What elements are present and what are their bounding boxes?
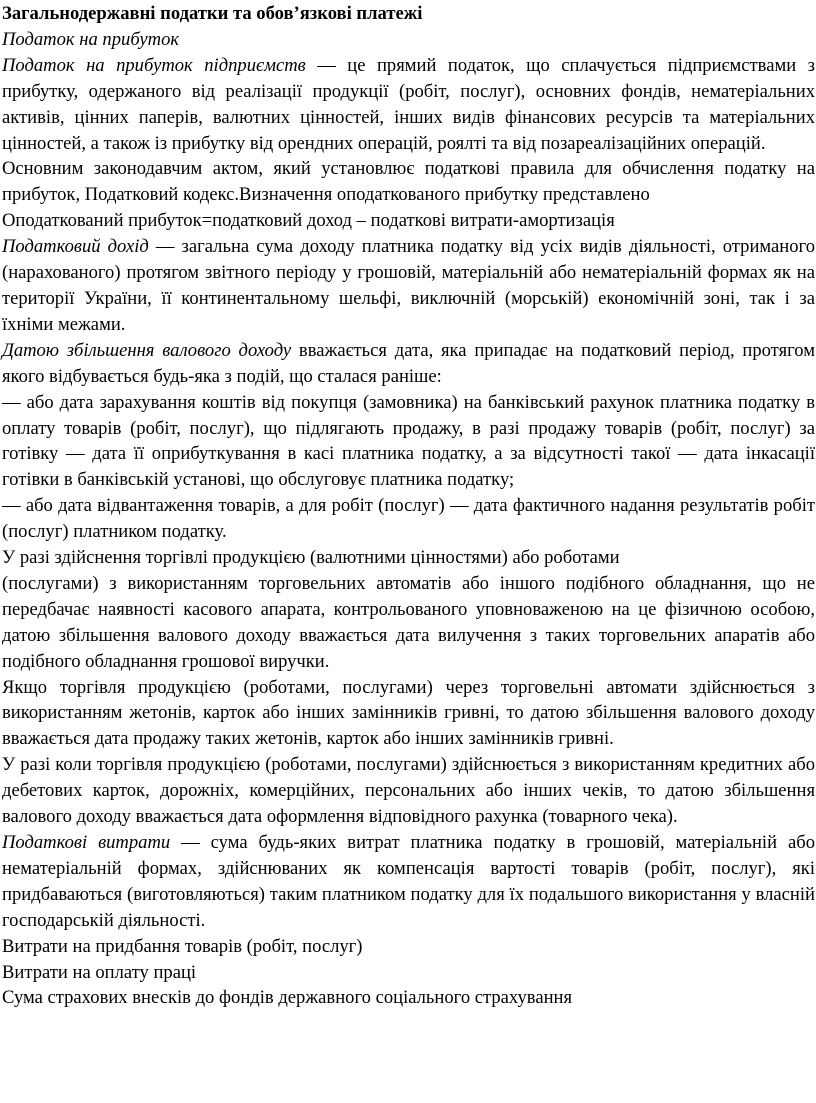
paragraph-option-shipment-date: — або дата відвантаження товарів, а для робіт (послуг) — дата фактичного надання результатів робіт (послуг) платником податку. bbox=[2, 495, 815, 543]
profit-tax-definition-text: — це прямий податок, що сплачується підприємствами з прибутку, одержаного від реалізації продукції (робіт, послуг), основних фондів, нематеріальних активів, цінних паперів, валютних цінностей, інших видів фінансових ресурсів та матеріальних цінностей, а також із прибутку від орендних операцій, роялті та від позареалізаційних операцій. bbox=[2, 54, 815, 154]
paragraph-tax-income bbox=[2, 234, 815, 338]
paragraph-vending-intro: У разі здійснення торгівлі продукцією (валютними цінностями) або роботами bbox=[2, 547, 620, 569]
paragraph-tax-expenses bbox=[2, 830, 815, 934]
paragraph-gross-income-date bbox=[2, 338, 815, 390]
paragraph-legislation: Основним законодавчим актом, який установлює податкові правила для обчислення податку на прибуток, Податковий кодекс.Визначення оподаткованого прибутку представлено bbox=[2, 158, 815, 206]
paragraph-vending-text: (послугами) з використанням торговельних автоматів або іншого подібного обладнання, що не передбачає наявності касового апарата, контрольованого уповноваженою на це фізичною особою, датою збільшення валового доходу вважається дата вилучення з таких торговельних апаратів або подібного обладнання грошової виручки. bbox=[2, 572, 815, 672]
paragraph-tokens: Якщо торгівля продукцією (роботами, послугами) через торговельні автомати здійснюється з використанням жетонів, карток або інших замінників гривні, то датою збільшення валового доходу вважається дата продажу таких жетонів, карток або інших замінників гривні. bbox=[2, 676, 815, 750]
list-item-labor-expenses: Витрати на оплату праці bbox=[2, 961, 197, 983]
gross-income-date-text: вважається дата, яка припадає на податковий період, протягом якого відбувається будь-яка з подій, що сталася раніше: bbox=[2, 339, 815, 387]
term-gross-income-date: Датою збільшення валового доходу bbox=[2, 339, 292, 361]
paragraph-formula: Оподаткований прибуток=податковий доход – податкові витрати-амортизація bbox=[2, 210, 615, 232]
list-item-goods-expenses: Витрати на придбання товарів (робіт, послуг) bbox=[2, 935, 363, 957]
tax-income-definition-text: — загальна сума доходу платника податку від усіх видів діяльності, отриманого (нарахованого) протягом звітного періоду у грошовій, матеріальній або нематеріальній формах як на території України, її континентальному шельфі, виключній (морській) економічній зоні, так і за їхніми межами. bbox=[2, 236, 815, 335]
term-profit-tax: Податок на прибуток підприємств bbox=[2, 54, 306, 76]
tax-expenses-definition-text: — сума будь-яких витрат платника податку в грошовій, матеріальній або нематеріальній формах, здійснюваних як компенсація вартості товарів (робіт, послуг), які придбаваються (виготовляються) таким платником податку для їх подальшого використання у власній господарській діяльності. bbox=[2, 832, 815, 931]
paragraph-option-payment-date: — або дата зарахування коштів від покупця (замовника) на банківський рахунок платника податку в оплату товарів (робіт, послуг), що підлягають продажу, в разі продажу товарів (робіт, послуг) за готівку — дата її оприбуткування в касі платника податку, а за відсутності такої — дата інкасації готівки в банківській установі, що обслуговує платника податку; bbox=[2, 391, 815, 491]
list-item-insurance-contributions: Сума страхових внесків до фондів державного соціального страхування bbox=[2, 987, 573, 1009]
document-title: Загальнодержавні податки та обов’язкові платежі bbox=[2, 3, 423, 24]
section-subtitle: Податок на прибуток bbox=[2, 28, 180, 50]
paragraph-profit-tax-definition bbox=[2, 53, 815, 157]
paragraph-cards: У разі коли торгівля продукцією (роботами, послугами) здійснюється з використанням кредитних або дебетових карток, дорожніх, комерційних, персональних або інших чеків, то датою збільшення валового доходу вважається дата оформлення відповідного рахунка (товарного чека). bbox=[2, 754, 815, 828]
term-tax-income: Податковий дохід bbox=[2, 236, 149, 258]
term-tax-expenses: Податкові витрати bbox=[2, 832, 171, 853]
